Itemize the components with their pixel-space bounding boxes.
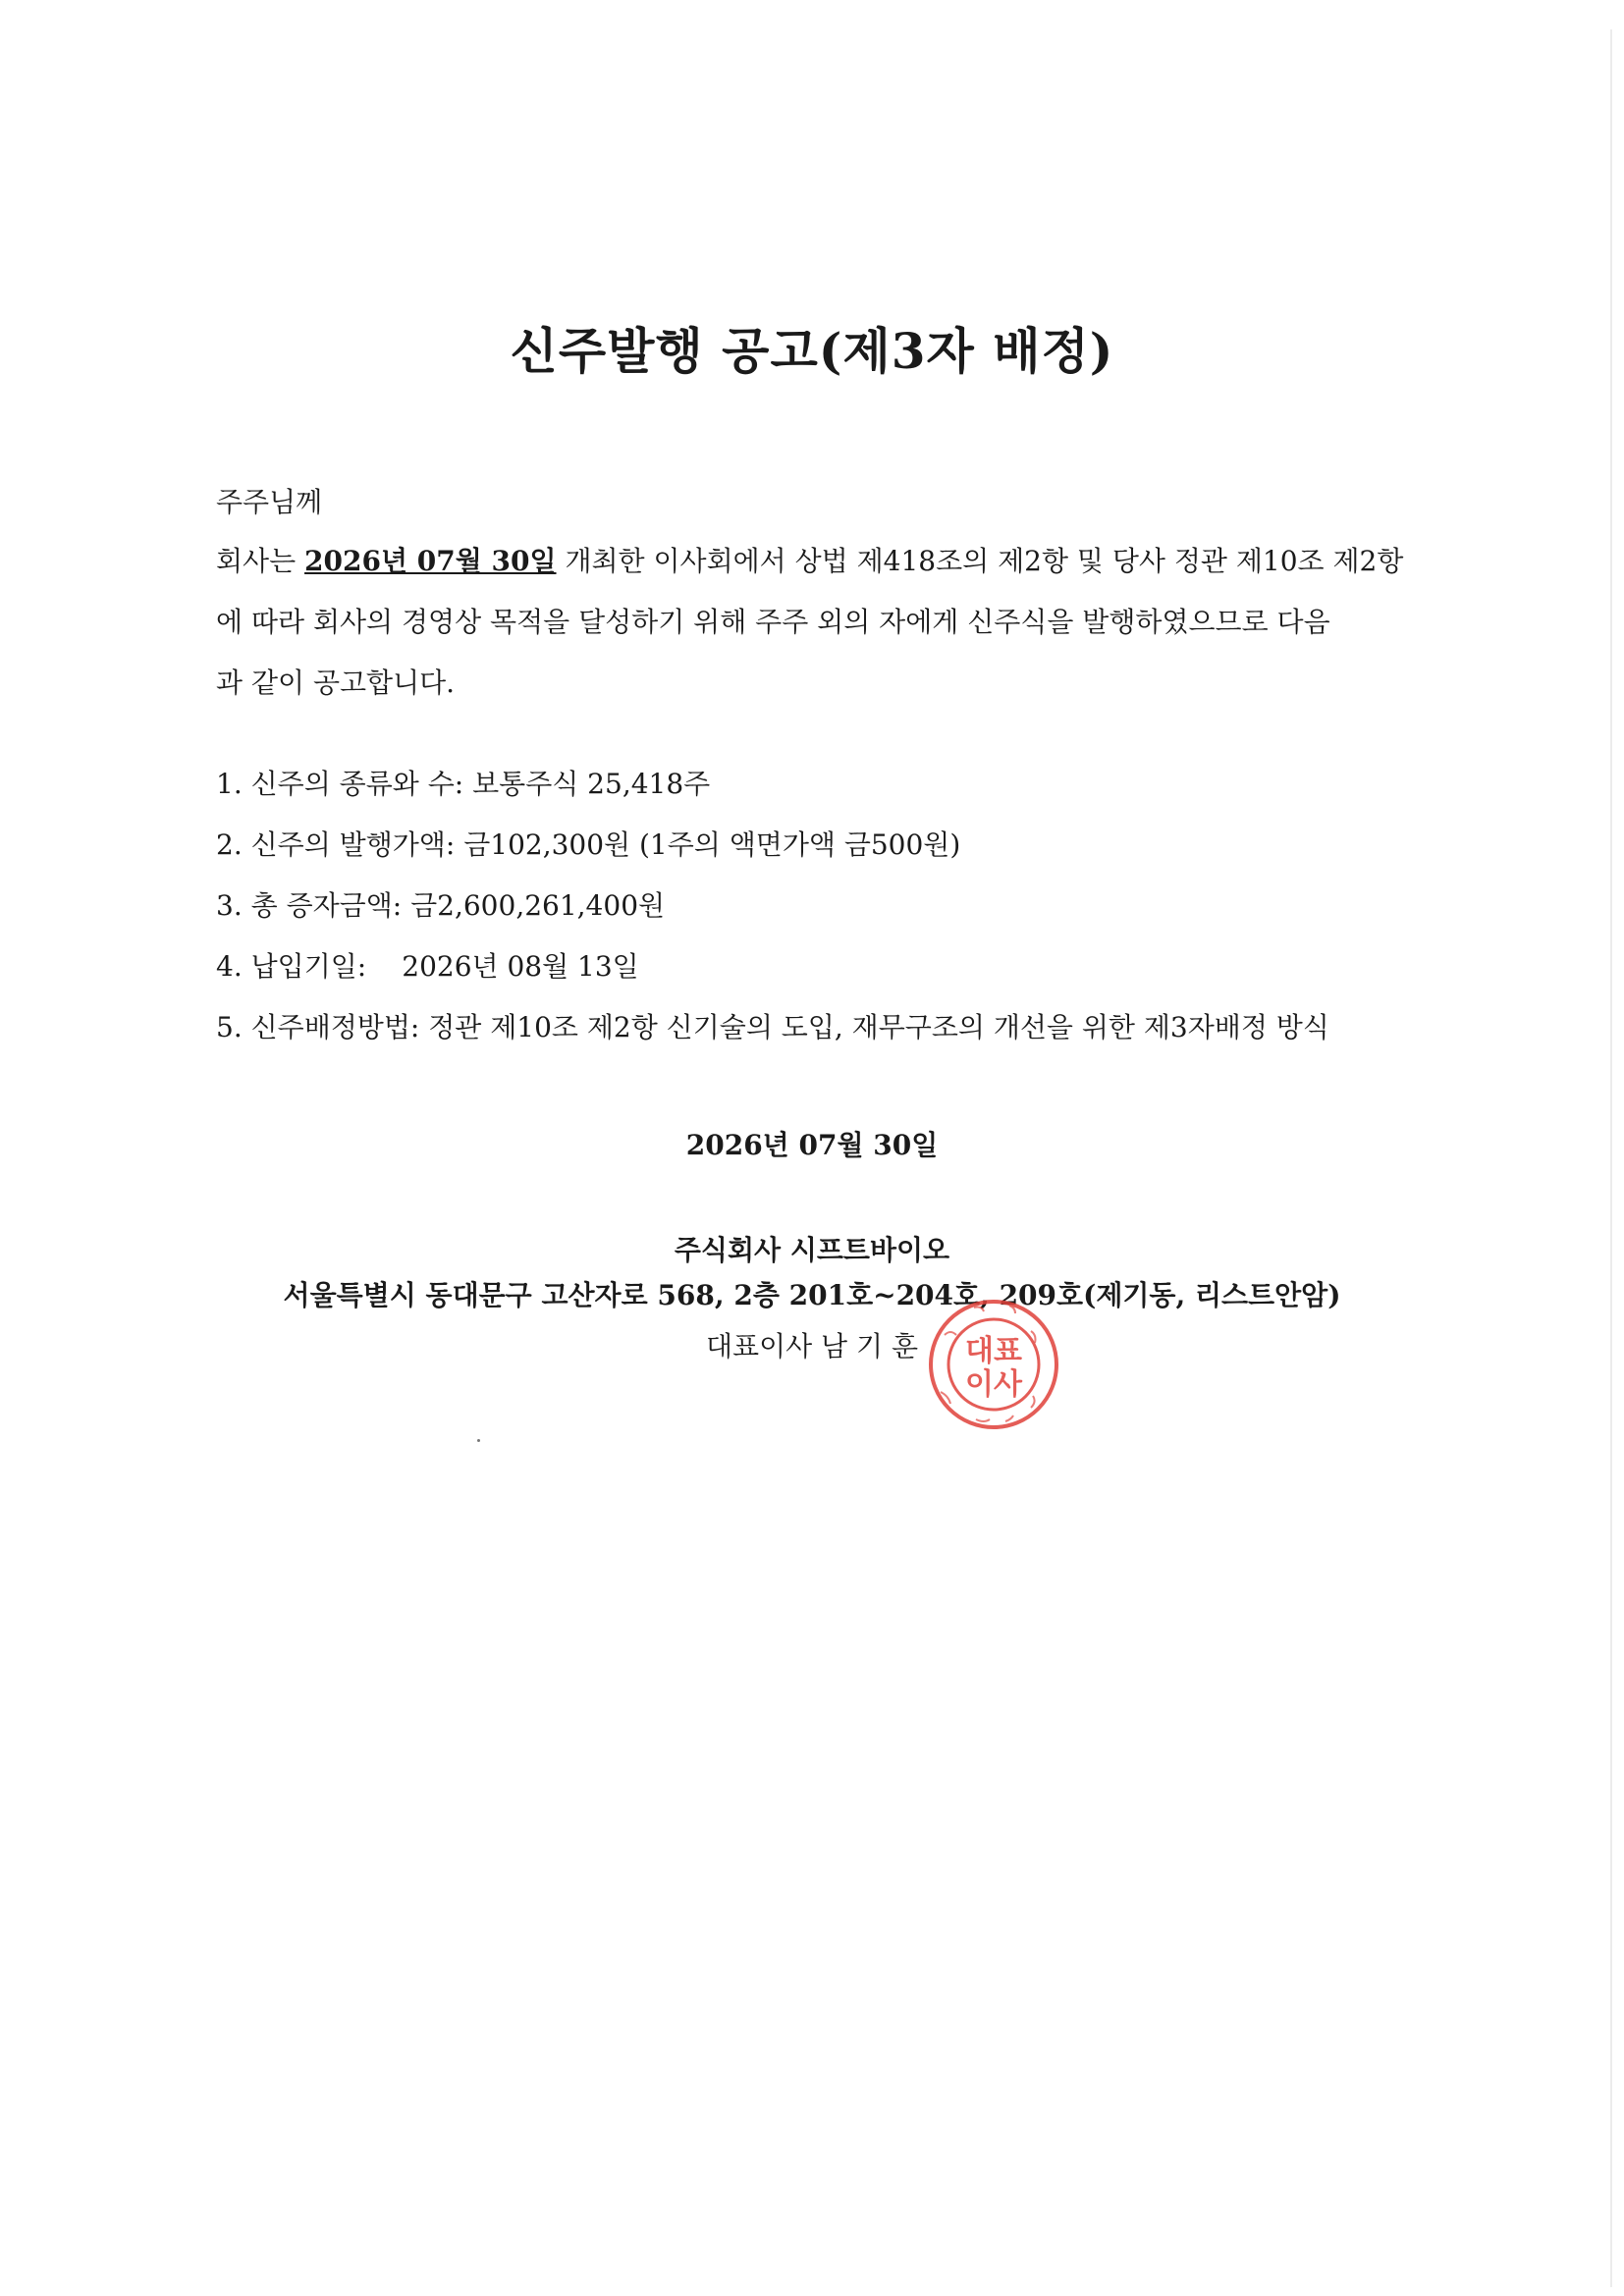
scan-speck — [477, 1439, 480, 1442]
item-label: 5. 신주배정방법: — [216, 1011, 420, 1043]
body-paragraph-line-2: 에 따라 회사의 경영상 목적을 달성하기 위해 주주 외의 자에게 신주식을 발행하였으므로 다음 — [216, 606, 1330, 638]
item-value: 정관 제10조 제2항 신기술의 도입, 재무구조의 개선을 위한 제3자배정 방식 — [428, 1011, 1329, 1043]
company-address: 서울특별시 동대문구 고산자로 568, 2층 201호~204호, 209호(제기동, 리스트안암) — [283, 1279, 1341, 1311]
item-label: 4. 납입기일: — [216, 950, 367, 983]
list-item — [216, 1011, 1329, 1072]
body-paragraph-line-3: 과 같이 공고합니다. — [216, 667, 456, 699]
representative-name: 대표이사 남 기 훈 — [705, 1330, 919, 1362]
item-label: 2. 신주의 발행가액: — [216, 828, 456, 861]
company-seal-stamp — [915, 1296, 1072, 1433]
meeting-date: 2026년 07월 30일 — [304, 545, 557, 577]
list-item — [216, 768, 1329, 828]
company-name: 주식회사 시프트바이오 — [674, 1234, 950, 1266]
greeting: 주주님께 — [216, 486, 323, 518]
body-text: 회사는 — [216, 545, 305, 577]
body-paragraph-line-1 — [216, 540, 1403, 579]
list-item — [216, 950, 1329, 1011]
item-label: 3. 총 증자금액: — [216, 889, 403, 922]
list-item — [216, 828, 1329, 889]
seal-text-bottom: 이사 — [965, 1367, 1022, 1402]
body-text: 개최한 이사회에서 상법 제418조의 제2항 및 당사 정관 제10조 제2항 — [556, 545, 1404, 577]
item-value: 보통주식 25,418주 — [472, 768, 711, 800]
list-item — [216, 889, 1329, 950]
document-title: 신주발행 공고(제3자 배정) — [510, 322, 1114, 380]
notice-date: 2026년 07월 30일 — [685, 1129, 939, 1161]
item-value: 2026년 08월 13일 — [402, 950, 639, 983]
seal-text-top: 대표 — [965, 1334, 1022, 1368]
issuance-details-list — [216, 768, 1329, 1072]
item-value: 금2,600,261,400원 — [410, 889, 666, 922]
item-value: 금102,300원 (1주의 액면가액 금500원) — [463, 828, 961, 861]
item-label: 1. 신주의 종류와 수: — [216, 768, 464, 800]
